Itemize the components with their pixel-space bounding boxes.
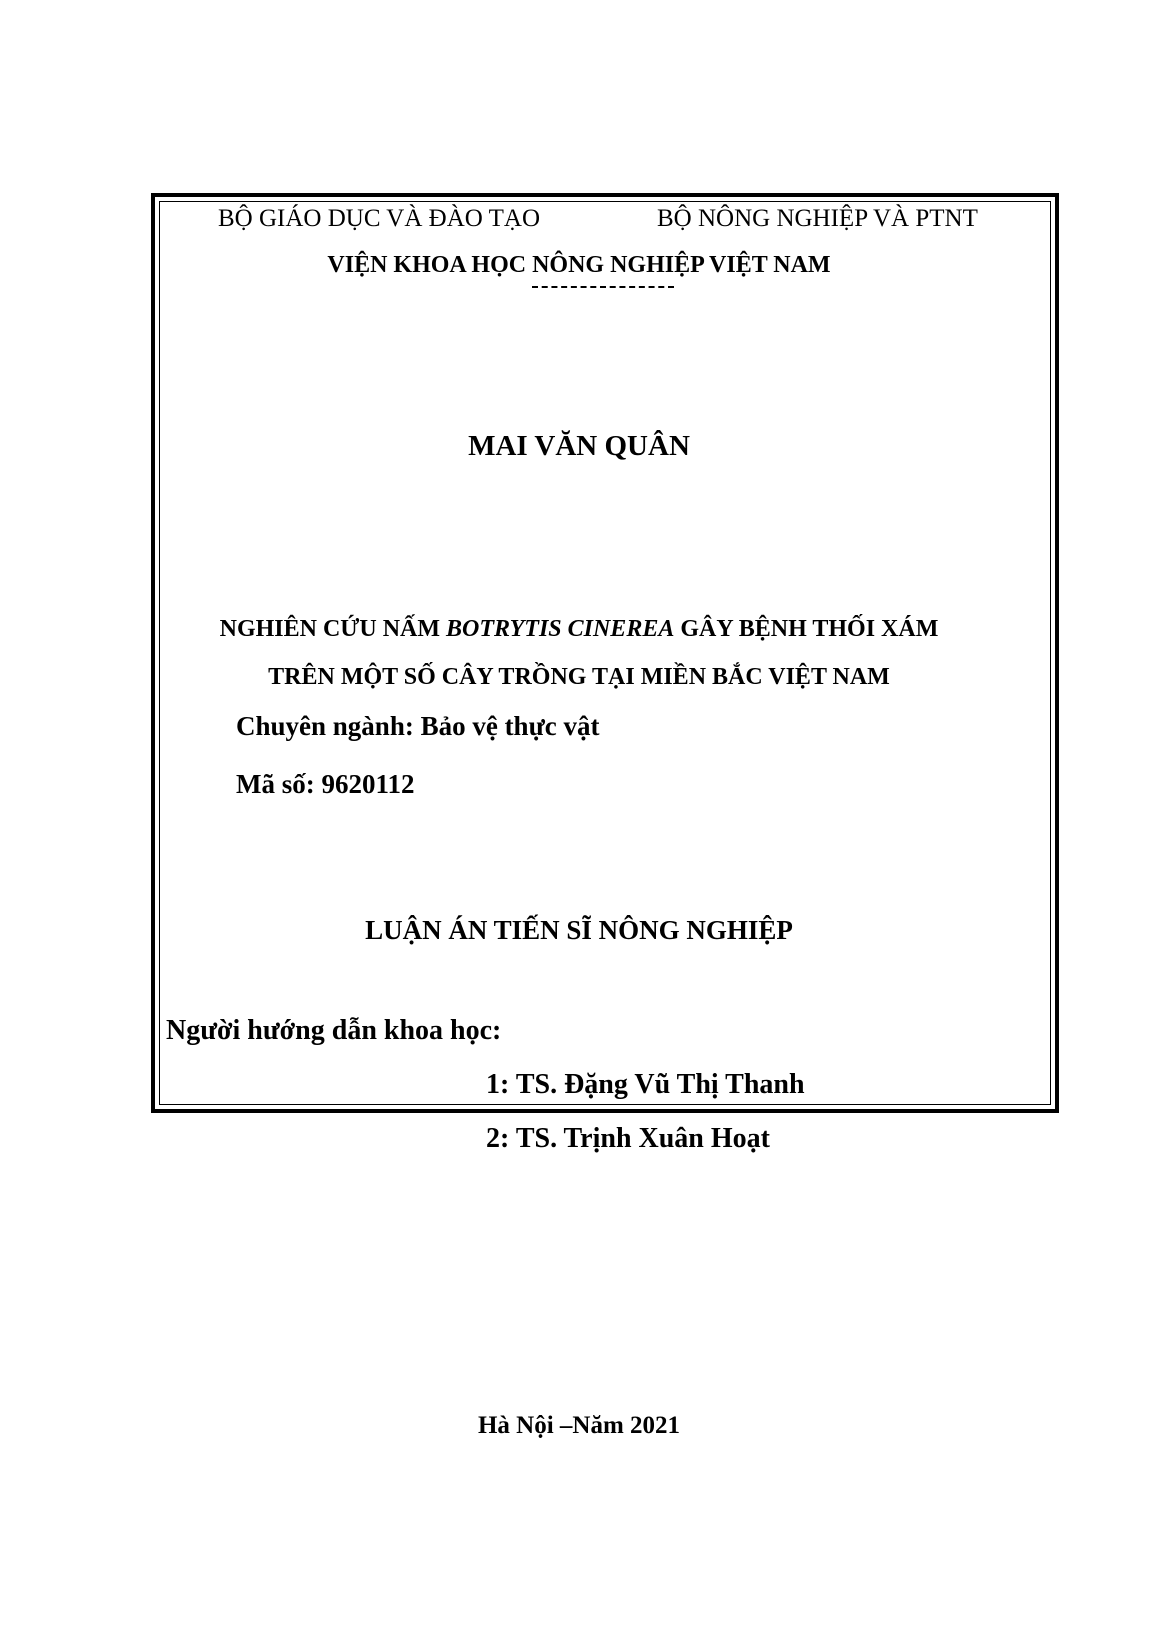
advisor-2: 2: TS. Trịnh Xuân Hoạt bbox=[486, 1123, 770, 1154]
advisor-1: 1: TS. Đặng Vũ Thị Thanh bbox=[486, 1069, 805, 1100]
place-and-year: Hà Nội –Năm 2021 bbox=[477, 1412, 681, 1439]
advisors-label: Người hướng dẫn khoa học: bbox=[166, 1015, 502, 1046]
title-suffix: GÂY BỆNH THỐI XÁM bbox=[674, 616, 939, 642]
thesis-title-line-2: TRÊN MỘT SỐ CÂY TRỒNG TẠI MIỀN BẮC VIỆT NAM bbox=[268, 664, 890, 690]
institute-name: VIỆN KHOA HỌC NÔNG NGHIỆP VIỆT NAM bbox=[327, 252, 831, 278]
thesis-title-line-1 bbox=[0, 617, 1158, 641]
title-scientific-name: BOTRYTIS CINEREA bbox=[446, 616, 675, 642]
author-name: MAI VĂN QUÂN bbox=[468, 430, 690, 462]
major-field: Chuyên ngành: Bảo vệ thực vật bbox=[236, 711, 600, 741]
major-code: Mã số: 9620112 bbox=[236, 769, 415, 799]
degree-title: LUẬN ÁN TIẾN SĨ NÔNG NGHIỆP bbox=[365, 915, 793, 945]
ministry-agriculture: BỘ NÔNG NGHIỆP VÀ PTNT bbox=[657, 205, 978, 232]
institute-dashed-underline bbox=[532, 286, 674, 288]
ministry-education: BỘ GIÁO DỤC VÀ ĐÀO TẠO bbox=[218, 205, 540, 232]
page-border-inner bbox=[159, 201, 1051, 1105]
title-prefix: NGHIÊN CỨU NẤM bbox=[219, 616, 447, 642]
